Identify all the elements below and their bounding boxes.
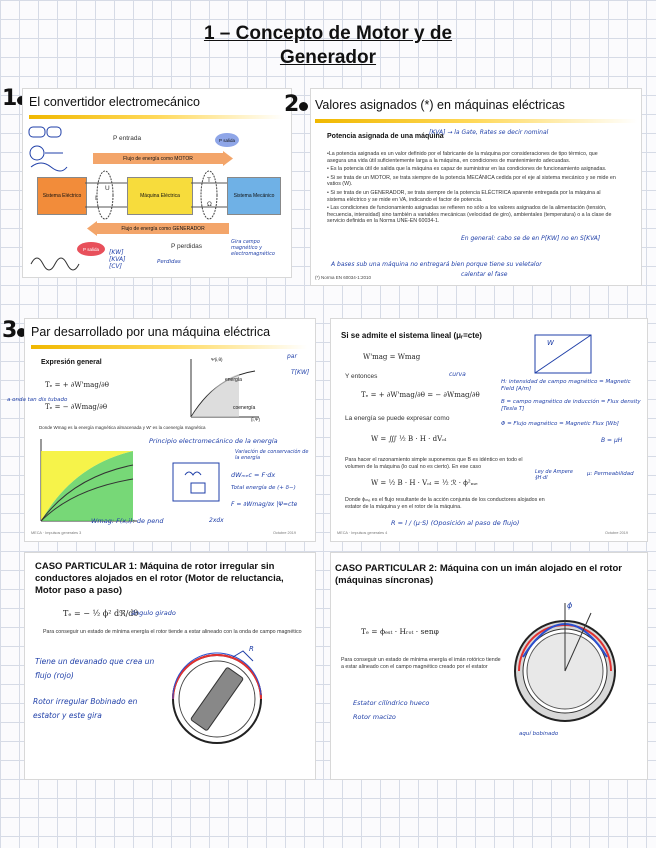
coenergy-equality: W'mag = Wmag (363, 353, 421, 361)
hand-field-note: Gira campo magnético y electromagnético (231, 239, 275, 257)
min-energy-text-1: Para conseguir un estado de mínima energía el rotor tiende a estar alineado con la onda de campo magnético (43, 629, 302, 635)
hand-heading-note: [KVA] → la Gate, Rates se decir nominal (429, 129, 549, 136)
linear-torque-equation: Tₑ = + ∂W'mag/∂θ = − ∂Wmag/∂θ (361, 391, 480, 399)
simple-reasoning-text: Para hacer el razonamiento simple suponemos que B es idéntico en todo el volumen de la máquina (lo cual no es cierto). En ese caso (345, 457, 523, 470)
torque-equation-1: Tₑ = + ∂W'mag/∂θ (45, 381, 110, 389)
hand-sketch-icon (25, 123, 73, 173)
slide3-footer-right: Octubre 2019 (273, 531, 297, 535)
box-electrical-system: Sistema Eléctrico (37, 177, 87, 215)
box-electric-machine: Máquina Eléctrica (127, 177, 193, 215)
hand-energy-square-icon (531, 331, 597, 379)
hand-variation-note: Variación de conservación de la energía (235, 449, 309, 461)
hand-permeability: μ: Permeabilidad (587, 471, 634, 477)
hand-rotor-note: Rotor irregular Bobinado en estator y este gira (33, 697, 138, 720)
hand-dx-note: 2xdx (209, 517, 224, 524)
hand-tkw-note: T[KW] (291, 369, 310, 376)
p-salida-bottom: P salida (77, 242, 105, 256)
machine-connections-icon (85, 169, 227, 221)
hand-phi-definition: Φ = Flujo magnético = Magnetic Flux [Wb] (501, 421, 619, 427)
hand-total-note: Total energía de (+ δ−) (231, 485, 296, 491)
hand-solid-rotor-note: Rotor macizo (353, 713, 396, 721)
min-energy-text-2: Para conseguir un estado de mínima energía el imán rotórico tiende a estar alineado con el campo magnético creado por el estator (341, 657, 501, 670)
page-title (0, 22, 656, 70)
slide2-number: 2 (284, 92, 311, 117)
energy-area-graph (33, 435, 143, 527)
hand-w-label: W (547, 339, 554, 347)
slide-6 (330, 552, 648, 780)
slide3-footer-left: MECA · Impulsos generales 3 (31, 531, 82, 535)
slide1-title: El convertidor electromecánico (29, 95, 200, 109)
bullet-list (327, 151, 617, 225)
box-mechanical-system: Sistema Mecánico (227, 177, 281, 215)
arrow-right-icon (223, 151, 233, 166)
graph-label-coenergy: coenergía (233, 405, 256, 411)
energy-integral-equation: W = ∭ ½ B · H · dVₒₗ (371, 435, 447, 443)
hand-winding-here-note: aquí bobinado (519, 731, 559, 737)
hand-h-definition: H: intensidad de campo magnético = Magnetic Field [A/m] (501, 379, 631, 392)
hand-ampere-law: Ley de Ampere ∮H·dl (535, 469, 573, 481)
title-underline-bar (315, 119, 637, 123)
bullet-item: • Las condiciones de funcionamiento asignadas se refieren no sólo a los valores asignados de la alimentación (tensión, frecuencia, intensidad) sino también a variables mecánicas (velocidad de giro), ambientales (temperatura) o a la clase de servicio definida en la Norma UNE-EN 60034-1. (327, 205, 612, 225)
graph-label-energy: energía (225, 377, 242, 383)
energy-expression-text: La energía se puede expresar como (345, 415, 450, 422)
bullet-item: •La potencia asignada es un valor definido por el fabricante de la máquina por consideraciones de tipo térmico, que asegura una vida útil suficientemente larga a la máquina, en condiciones de mantenimiento adecuadas. (327, 151, 598, 164)
synchronous-machine-diagram (511, 597, 621, 727)
hand-force-note: F = ∂Wmag/∂x |Ψ=cte (231, 501, 298, 508)
title-underline-bar (29, 115, 284, 119)
hand-wmag-note: Wmag: F(x,i): de pend (91, 517, 164, 525)
flow-generator-arrow: Flujo de energía como GENERADOR (97, 223, 229, 234)
simple-energy-equation: W = ½ B · H · Vₒₗ = ½ ℛ · ϕ²ₘₑ (371, 479, 478, 487)
hand-b-definition: B = campo magnético de inducción = Flux density [Tesla T] (501, 399, 641, 412)
slide4-footer-right: Octubre 2019 (605, 531, 629, 535)
slide5-title: CASO PARTICULAR 1: Máquina de rotor irregular sin conductores alojados en el rotor (Motor de reluctancia, Motor paso a paso) (35, 561, 284, 596)
voltage-label: U (105, 185, 110, 192)
wmag-caption: Donde Wmag es la energía magnética almacenada y W' es la coenergía magnética (39, 425, 206, 430)
slide-2 (310, 88, 642, 286)
flux-explanation-text: Donde ϕₘₑ es el flujo resultante de la acción conjunta de los conductores alojados en estator de la máquina y en el rotor de la máquina. (345, 497, 545, 510)
slide4-footer-left: MECA · Impulsos generales 4 (337, 531, 388, 535)
hand-units-note: [KW] [KVA] [CV] (109, 249, 126, 270)
hand-r-label: R (249, 645, 254, 653)
slide-1 (22, 88, 292, 278)
hand-left-note: a onda tan dis tubado (7, 397, 68, 403)
general-expression-heading: Expresión general (41, 359, 102, 366)
torque-equation-2: Tₑ = − ∂Wmag/∂θ (45, 403, 108, 411)
torque-label: T (207, 177, 211, 184)
arrow-left-icon (87, 221, 97, 236)
hand-losses-note: Perdidas (157, 259, 181, 265)
hand-bottom-note-1: A bases sub una máquina no entregará bien porque tiene su veletalor (331, 261, 542, 268)
hand-reluctance-note: R = l / (μ·S) (Oposición al paso de flujo) (391, 519, 520, 527)
slide1-number: 1 (2, 86, 29, 111)
page-title-line2: Generador (279, 47, 377, 68)
reluctance-torque-equation: Tₑ = − ½ ϕ² dℜ/dθ (63, 609, 139, 618)
graph-label-psi: Ψ(i,θ) (211, 357, 223, 362)
norm-footnote: (*) Norma EN 60034-1:2010 (315, 275, 372, 280)
slide-4 (330, 318, 648, 542)
flow-motor-arrow: Flujo de energía como MOTOR (93, 153, 223, 164)
slide4-title: Si se admite el sistema lineal (μᵣ=cte) (341, 331, 482, 340)
slide6-title: CASO PARTICULAR 2: Máquina con un imán alojado en el rotor (máquinas síncronas) (335, 563, 622, 586)
speed-label: Ω (207, 201, 212, 208)
synchronous-torque-equation: Tₑ = ϕₑₛₜ · Hᵣₒₜ · senφ (361, 627, 439, 636)
hand-general-note: En general: cabo se de en P[KW] no en S[KVA] (461, 235, 601, 242)
hand-curve-label: curva (449, 371, 466, 378)
hand-principle-note: Principio electromecánico de la energía (149, 437, 278, 445)
hand-phi-label: ϕ (567, 601, 573, 610)
rated-power-heading: Potencia asignada de una máquina (327, 133, 444, 140)
hand-b-mu-h: B = μH (601, 437, 623, 444)
slide-3 (7, 318, 316, 542)
p-entrada-label: P entrada (113, 135, 142, 142)
slide3-title: Par desarrollado por una máquina eléctrica (31, 325, 271, 339)
hand-dw-note: dWₘₑc = F·dx (231, 471, 276, 479)
slide-5 (24, 552, 316, 780)
bullet-item: • Si se trata de un GENERADOR, se trata siempre de la potencia ELÉCTRICA aparente entregada por la máquina al sistema eléctrico y se mide en VA, indicando el factor de potencia. (327, 189, 601, 203)
title-underline-bar (31, 345, 307, 349)
hand-par-note: par (287, 353, 297, 360)
current-label: I (95, 195, 97, 202)
hand-bottom-note-2: calentar el fase (461, 271, 508, 278)
hand-stator-note: Estator cilíndrico hueco (353, 699, 430, 707)
bullet-dot-icon (299, 102, 308, 111)
sine-wave-icon (31, 255, 79, 273)
reluctance-motor-diagram (159, 647, 283, 747)
bullet-item: • Si se trata de un MOTOR, se trata siempre de la potencia MECÁNICA cedida por el eje al sistema mecánico y se mide en vatios (W). (327, 174, 616, 188)
then-label: Y entonces (345, 373, 378, 380)
hand-circuit-sketch-icon (165, 455, 227, 511)
page-title-line1: 1 – Concepto de Motor y de (203, 23, 453, 44)
bullet-item: • Es la potencia útil de salida que la máquina es capaz de suministrar en las condiciones de funcionamiento asignadas. (327, 166, 607, 173)
p-salida-top: P salida (215, 133, 239, 147)
p-perdidas-label: P perdidas (171, 243, 202, 250)
hand-angle-note: ángulo girado (131, 609, 176, 617)
graph-label-point: (i,Ψ) (251, 417, 261, 422)
slide3-number: 3 (2, 318, 29, 343)
hand-winding-note: Tiene un devanado que crea un flujo (rojo) (35, 657, 155, 680)
magnetization-curve-graph (185, 357, 261, 421)
slide2-title: Valores asignados (*) en máquinas eléctricas (315, 98, 565, 112)
